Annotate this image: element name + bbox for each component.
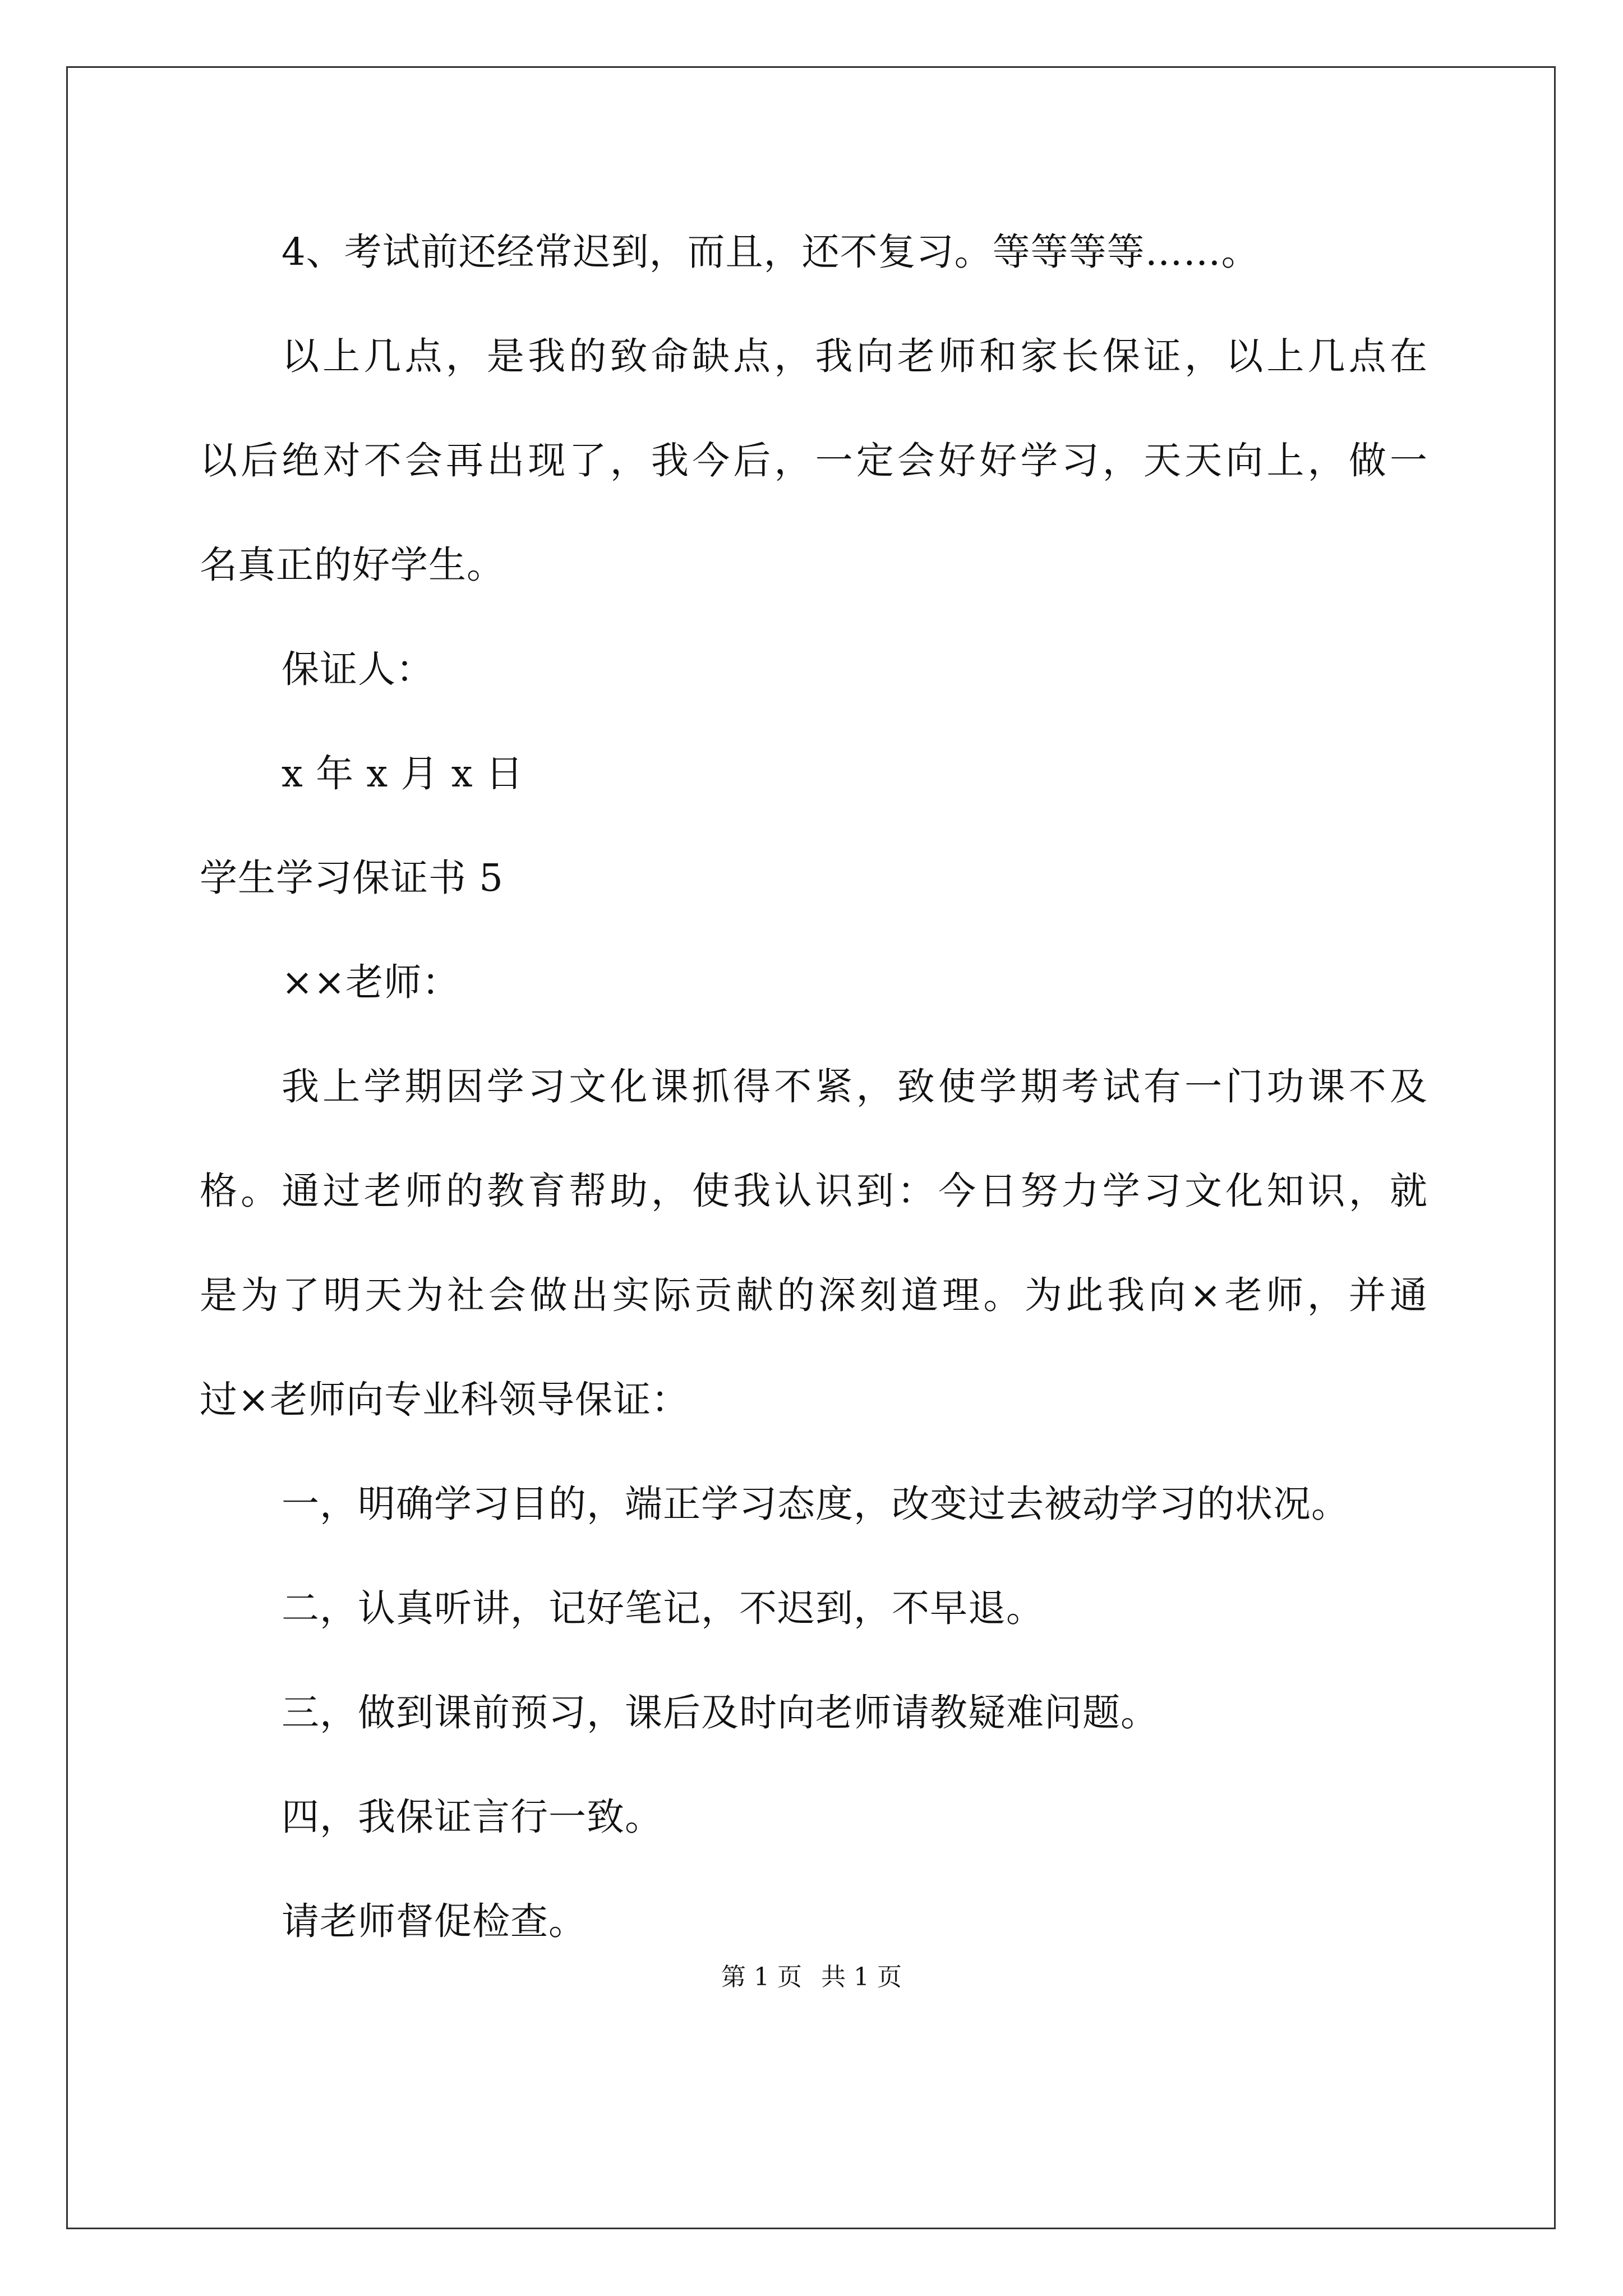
paragraph-line: 是为了明天为社会做出实际贡献的深刻道理。为此我向×老师，并通 — [200, 1273, 1428, 1317]
paragraph-line: 名真正的好学生。 — [200, 543, 505, 587]
section-title: 学生学习保证书 5 — [200, 856, 504, 900]
list-item: 四，我保证言行一致。 — [282, 1795, 663, 1839]
paragraph-line: 格。通过老师的教育帮助，使我认识到：今日努力学习文化知识，就 — [200, 1169, 1428, 1213]
paragraph-line: 我上学期因学习文化课抓得不紧，致使学期考试有一门功课不及 — [282, 1065, 1428, 1108]
text-line: 4、考试前还经常迟到，而且，还不复习。等等等等……。 — [282, 230, 1260, 274]
paragraph-line: 以后绝对不会再出现了，我今后，一定会好好学习，天天向上，做一 — [200, 439, 1428, 482]
list-item: 二，认真听讲，记好笔记，不迟到，不早退。 — [282, 1586, 1044, 1630]
page-footer — [0, 1958, 1623, 1997]
signature-label: 保证人： — [282, 647, 434, 691]
paragraph-line: 过×老师向专业科领导保证： — [200, 1378, 690, 1421]
salutation: ××老师： — [282, 960, 460, 1004]
paragraph-line: 以上几点，是我的致命缺点，我向老师和家长保证，以上几点在 — [282, 334, 1428, 378]
page-total: 共 1 页 — [821, 1963, 902, 1991]
closing-line: 请老师督促检查。 — [282, 1899, 587, 1943]
list-item: 三，做到课前预习，课后及时向老师请教疑难问题。 — [282, 1691, 1159, 1734]
date-line: x 年 x 月 x 日 — [282, 752, 524, 795]
list-item: 一，明确学习目的，端正学习态度，改变过去被动学习的状况。 — [282, 1482, 1349, 1526]
page-number: 第 1 页 — [721, 1963, 802, 1991]
